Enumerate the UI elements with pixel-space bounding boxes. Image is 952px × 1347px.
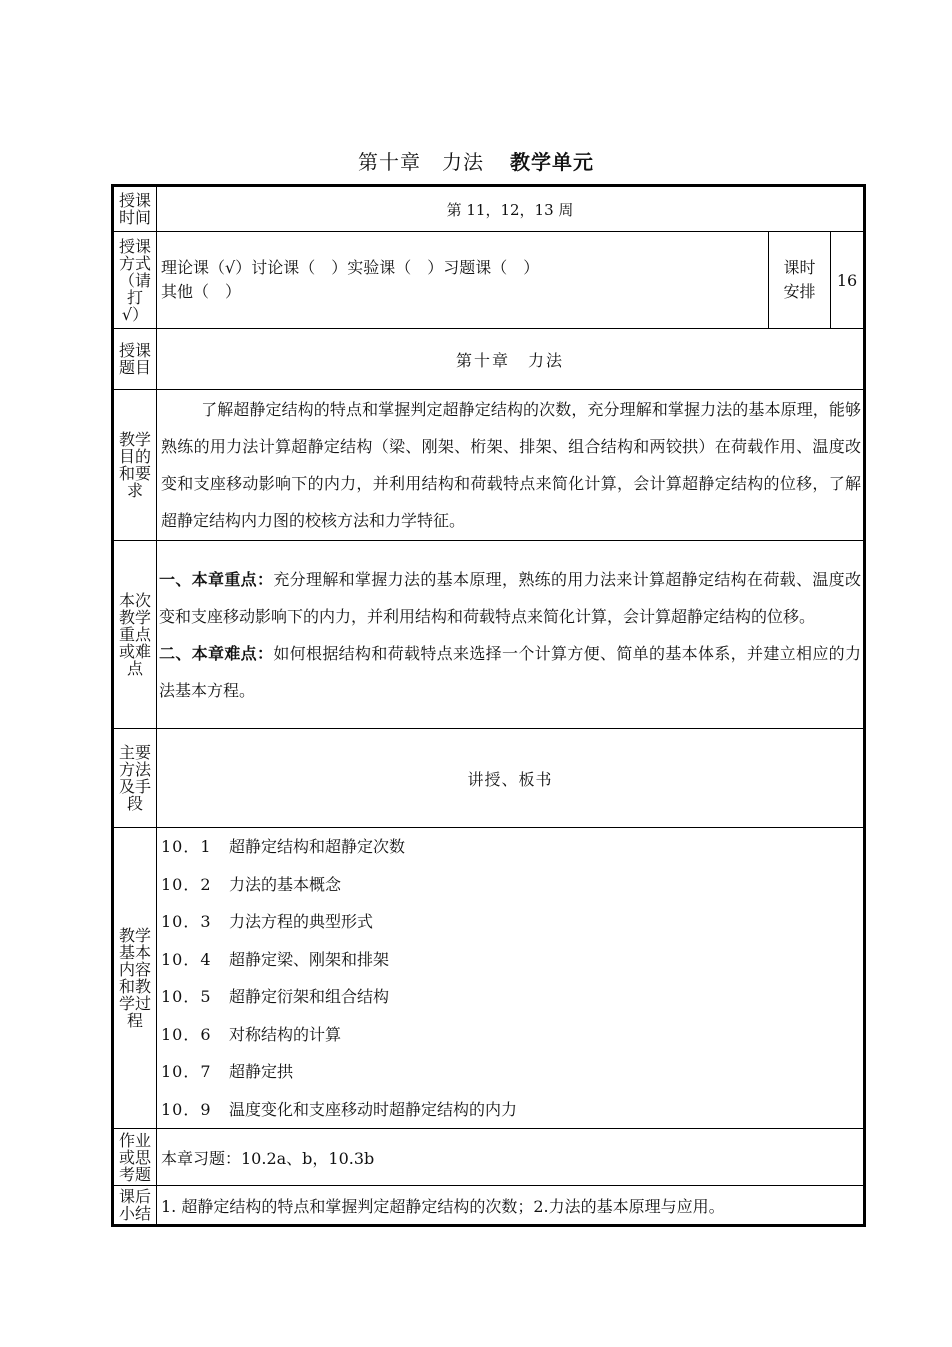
row-topic [113, 329, 865, 390]
content-list [157, 828, 863, 1128]
list-item: 10．3 力法方程的典型形式 [161, 912, 374, 931]
label-homework: 作业或思考题 [113, 1129, 157, 1186]
label-class-time: 授课时间 [113, 186, 157, 232]
row-homework [113, 1129, 865, 1186]
class-time-value: 第 11，12，13 周 [157, 186, 865, 232]
row-content [113, 828, 865, 1129]
class-mode-line2: 其他（ ） [161, 282, 242, 301]
list-item: 10．7 超静定拱 [161, 1062, 294, 1081]
focus-heading: 一、本章重点： [159, 569, 274, 589]
focus-paragraph [159, 561, 861, 635]
class-mode-options [157, 232, 769, 329]
row-key-points [113, 541, 865, 729]
summary-value: 1. 超静定结构的特点和掌握判定超静定结构的次数；2.力法的基本原理与应用。 [161, 1196, 725, 1216]
label-topic: 授课题目 [113, 329, 157, 390]
topic-value: 第十章 力法 [157, 329, 865, 390]
summary-cell [157, 1186, 865, 1226]
list-item: 10．2 力法的基本概念 [161, 874, 342, 894]
list-item: 10．1 超静定结构和超静定次数 [161, 837, 406, 856]
method-value: 讲授、板书 [157, 729, 865, 828]
homework-cell [157, 1129, 865, 1186]
label-summary: 课后小结 [113, 1186, 157, 1226]
difficulty-text: 如何根据结构和荷载特点来选择一个计算方便、简单的基本体系，并建立相应的力法基本方程。 [159, 643, 861, 700]
list-item: 10．6 对称结构的计算 [161, 1024, 342, 1044]
difficulty-heading: 二、本章难点： [159, 643, 274, 663]
content-cell [157, 828, 865, 1129]
label-goal: 教学目的和要求 [113, 390, 157, 541]
homework-value: 本章习题：10.2a、b，10.3b [161, 1148, 375, 1168]
label-key-points: 本次教学重点或难点 [113, 541, 157, 729]
title-bold: 教学单元 [510, 150, 594, 174]
class-hours-value: 16 [831, 232, 865, 329]
label-class-hours: 课时安排 [769, 232, 831, 329]
label-class-mode: 授课方式（请打√） [113, 232, 157, 329]
row-method [113, 729, 865, 828]
list-item: 10．9 温度变化和支座移动时超静定结构的内力 [161, 1099, 518, 1119]
row-goal [113, 390, 865, 541]
key-points-cell [157, 541, 865, 729]
page-title [0, 146, 952, 175]
row-class-mode [113, 232, 865, 329]
teaching-unit-table [111, 184, 866, 1227]
goal-cell [157, 390, 865, 541]
title-main: 第十章 力法 [358, 150, 484, 174]
difficulty-paragraph [159, 635, 861, 709]
list-item: 10．5 超静定衍架和组合结构 [161, 987, 390, 1006]
row-summary [113, 1186, 865, 1226]
goal-text: 了解超静定结构的特点和掌握判定超静定结构的次数，充分理解和掌握力法的基本原理，能够熟练的用力法计算超静定结构（梁、刚架、桁架、排架、组合结构和两铰拱）在荷载作用、温度改变和支座移动影响下的内力，并利用结构和荷载特点来简化计算，会计算超静定结构的位移，了解超静定结构内力图的校核方法和力学特征。 [161, 400, 861, 530]
list-item: 10．4 超静定梁、刚架和排架 [161, 949, 390, 969]
row-class-time [113, 186, 865, 232]
label-method: 主要方法及手段 [113, 729, 157, 828]
focus-text: 充分理解和掌握力法的基本原理，熟练的用力法来计算超静定结构在荷载、温度改变和支座移动影响下的内力，并利用结构和荷载特点来简化计算，会计算超静定结构的位移。 [159, 569, 861, 626]
label-content: 教学基本内容和教学过程 [113, 828, 157, 1129]
class-mode-line1: 理论课（√）讨论课（ ）实验课（ ）习题课（ ） [161, 258, 540, 277]
